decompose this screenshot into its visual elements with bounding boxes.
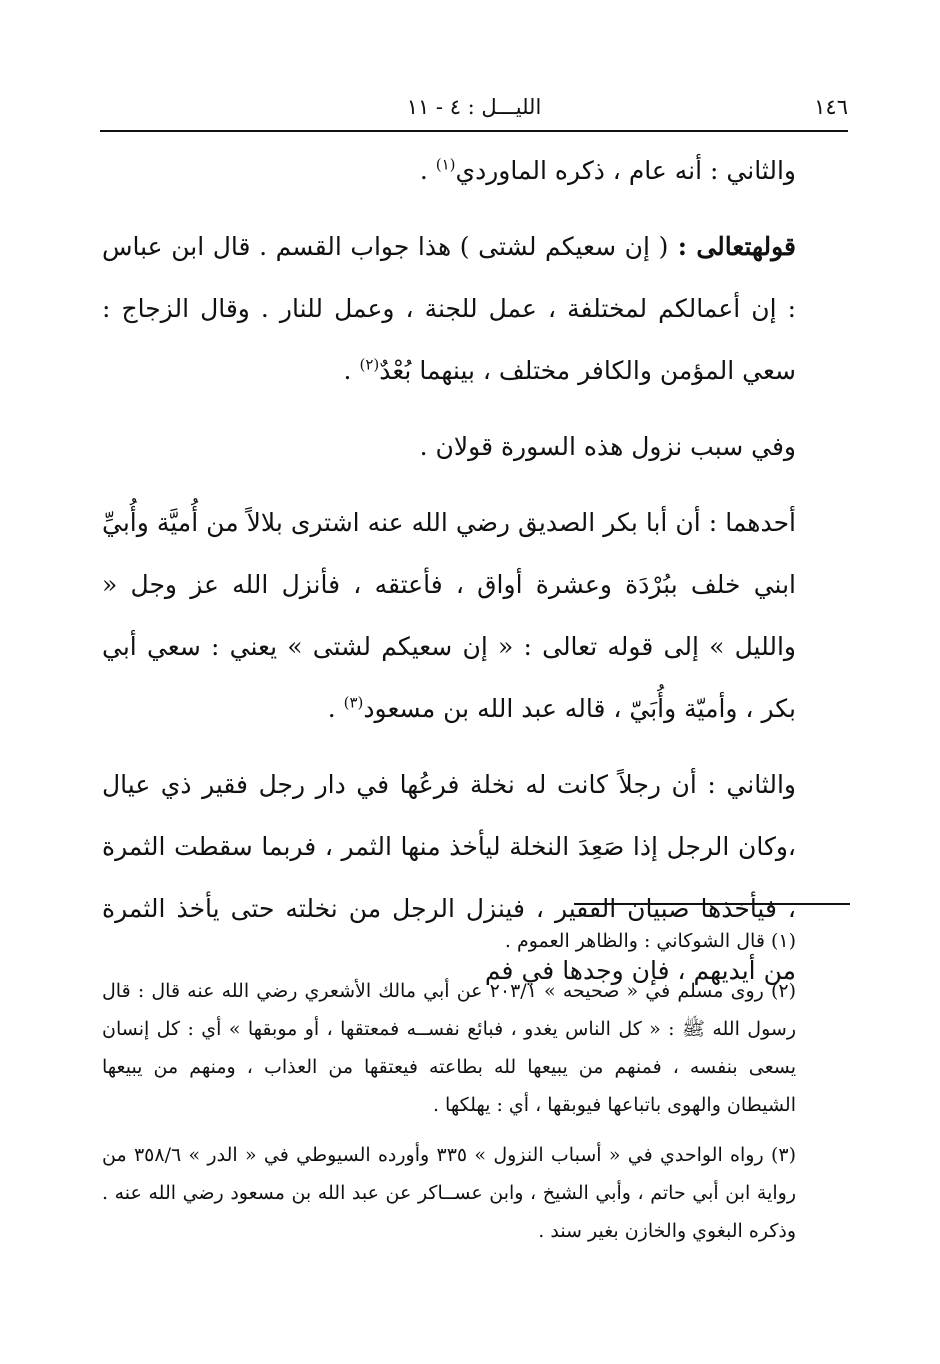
paragraph-revelation-cause	[102, 416, 844, 478]
paragraph-first-account	[102, 492, 844, 740]
paragraph-second-opinion	[102, 140, 844, 202]
paragraph-end: .	[343, 356, 360, 385]
verse-lead: قولهتعالى :	[668, 232, 796, 261]
paragraph-text: ( إن سعيكم لشتى ) هذا جواب القسم . قال ابن عباس : إن أعمالكم لمختلفة ، عمل للجنة ، وعمل للنار . وقال الزجاج : سعي المؤمن والكافر مختلف ، بينهما بُعْدٌ	[102, 232, 796, 385]
footnote-3: (٣) رواه الواحدي في « أسباب النزول » ٣٣٥ وأورده السيوطي في « الدر » ٣٥٨/٦ من رواية ابن أبي حاتم ، وأبي الشيخ ، وابن عســاكر عن عبد الله بن مسعود رضي الله عنه . وذكره البغوي والخازن بغير سند .	[102, 1144, 797, 1242]
paragraph-text: وفي سبب نزول هذه السورة قولان .	[419, 432, 796, 461]
main-text	[102, 140, 844, 1016]
footnote-1: (١) قال الشوكاني : والظاهر العموم .	[504, 930, 796, 952]
paragraph-end: .	[327, 694, 344, 723]
paragraph-verse-commentary	[102, 216, 844, 402]
paragraph-text: أحدهما : أن أبا بكر الصديق رضي الله عنه اشترى بلالاً من أُميَّة وأُبيِّ ابني خلف ببُرْدَة وعشرة أواق ، فأعتقه ، فأنزل الله عز وجل « والليل » إلى قوله تعالى : « إن سعيكم لشتى » يعني : سعي أبي بكر ، وأميّة وأُبَيّ ، قاله عبد الله بن مسعود	[102, 508, 796, 723]
footnote-divider	[574, 903, 850, 905]
paragraph-text: والثاني : أنه عام ، ذكره الماوردي	[455, 156, 796, 185]
header-divider	[100, 130, 848, 132]
footnotes	[102, 922, 844, 1262]
footnote-ref-2: (٢)	[359, 355, 380, 374]
footnote-ref-3: (٣)	[343, 693, 364, 712]
running-head	[100, 92, 848, 122]
paragraph-end: .	[419, 156, 436, 185]
footnote-ref-1: (١)	[435, 155, 456, 174]
paragraph-text: والثاني : أن رجلاً كانت له نخلة فرعُها في دار رجل فقير ذي عيال ،وكان الرجل إذا صَعِدَ النخلة ليأخذ منها الثمر ، فربما سقطت الثمرة ، فيأخذها صبيان الفقير ، فينزل الرجل من نخلته حتى يأخذ الثمرة من أيديهم ، فإن وجدها في فم	[102, 770, 796, 985]
running-title: الليـــل : ٤ - ١١	[406, 95, 542, 119]
footnote-2: (٢) روى مسلم في « صحيحه » ٢٠٣/١ عن أبي مالك الأشعري رضي الله عنه قال : قال رسول الله ﷺ : « كل الناس يغدو ، فبائع نفســه فمعتقها ، أو موبقها » أي : كل إنسان يسعى بنفسه ، فمنهم من يبيعها لله بطاعته فيعتقها من العذاب ، ومنهم من يبيعها الشيطان والهوى باتباعها فيوبقها ، أي : يهلكها .	[102, 980, 796, 1116]
page-number: ١٤٦	[814, 95, 848, 119]
